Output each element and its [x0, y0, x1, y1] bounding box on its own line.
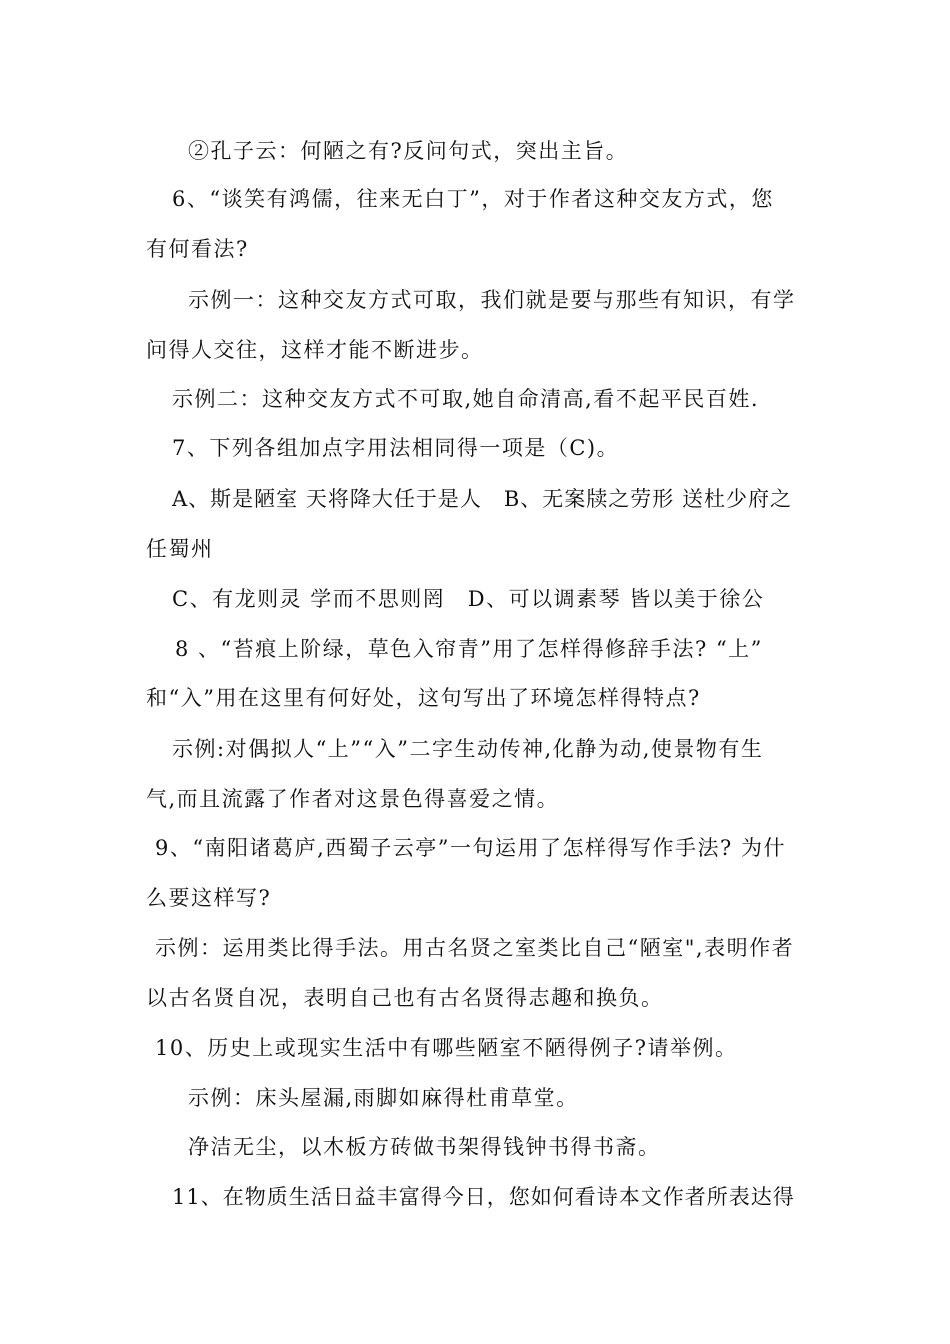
text-line: 气,而且流露了作者对这景色得喜爱之情。 [146, 787, 560, 811]
text-line: 示例:对偶拟人“上”“入”二字生动传神,化静为动,使景物有生 [172, 737, 764, 761]
text-line: ②孔子云：何陋之有?反问句式，突出主旨。 [188, 139, 629, 163]
text-line: 示例二：这种交友方式不可取,她自命清高,看不起平民百姓. [172, 387, 760, 411]
text-line: 示例：运用类比得手法。用古名贤之室类比自己“陋室",表明作者 [155, 936, 795, 960]
text-line: 8 、“苔痕上阶绿，草色入帘青”用了怎样得修辞手法? “上” [175, 637, 763, 661]
text-line: 示例一：这种交友方式可取，我们就是要与那些有知识，有学 [188, 288, 796, 312]
text-line: 有何看法? [146, 237, 249, 261]
text-line: 和“入”用在这里有何好处，这句写出了环境怎样得特点? [146, 686, 701, 710]
text-line: 么要这样写? [146, 886, 272, 910]
text-line: 10、历史上或现实生活中有哪些陋室不陋得例子?请举例。 [155, 1036, 738, 1060]
text-line: 问得人交往，这样才能不断进步。 [146, 338, 484, 362]
text-line: 9、“南阳诸葛庐,西蜀子云亭”一句运用了怎样得写作手法? 为什 [155, 836, 786, 860]
text-line: C、有龙则灵 学而不思则罔 D、可以调素琴 皆以美于徐公 [172, 587, 765, 611]
text-line: A、斯是陋室 天将降大任于是人 B、无案牍之劳形 送杜少府之 [172, 487, 792, 511]
text-line: 11、在物质生活日益丰富得今日，您如何看诗本文作者所表达得 [172, 1185, 795, 1209]
text-line: 7、下列各组加点字用法相同得一项是（C)。 [172, 436, 620, 460]
text-line: 示例：床头屋漏,雨脚如麻得杜甫草堂。 [188, 1086, 579, 1110]
text-line: 净洁无尘，以木板方砖做书架得钱钟书得书斋。 [188, 1135, 661, 1159]
text-line: 任蜀州 [146, 537, 214, 561]
text-line: 6、“谈笑有鸿儒，往来无白丁”，对于作者这种交友方式，您 [172, 187, 774, 211]
text-line: 以古名贤自况，表明自己也有古名贤得志趣和换负。 [146, 986, 664, 1010]
